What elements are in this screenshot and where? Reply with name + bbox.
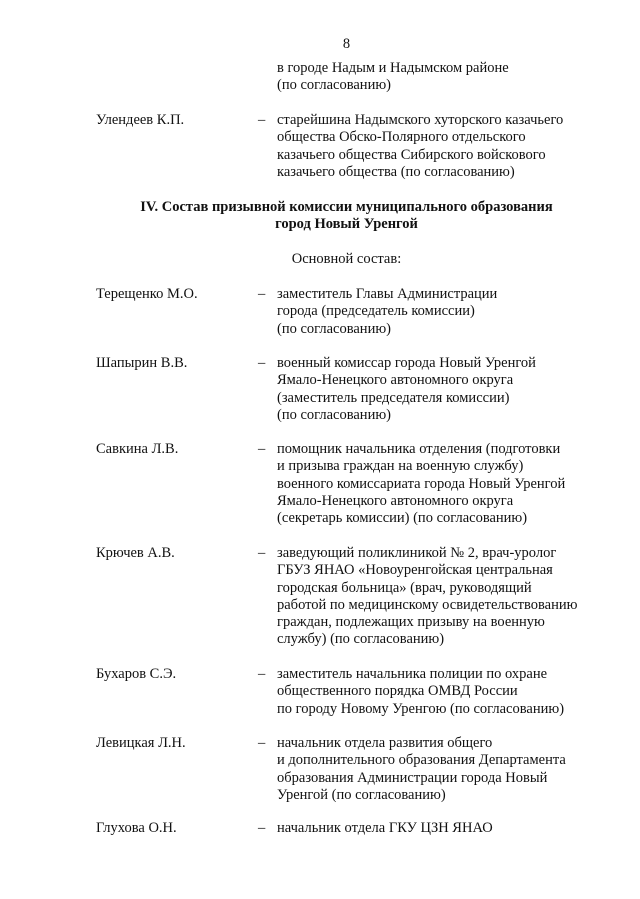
description-line: (по согласованию) <box>277 320 391 337</box>
continuation-line: (по согласованию) <box>277 77 391 94</box>
member-description <box>277 820 607 837</box>
member-description <box>277 666 607 718</box>
section-title-line: город Новый Уренгой <box>275 216 418 233</box>
description-line: Ямало-Ненецкого автономного округа <box>277 372 514 389</box>
description-line: общества Обско-Полярного отдельского <box>277 129 526 146</box>
description-line: заместитель начальника полиции по охране <box>277 666 548 682</box>
description-line: начальник отдела ГКУ ЦЗН ЯНАО <box>277 820 493 836</box>
description-line: начальник отдела развития общего <box>277 735 493 751</box>
continuation-line: в городе Надым и Надымском районе <box>277 60 509 76</box>
description-line: Уренгой (по согласованию) <box>277 786 446 803</box>
page-number: 8 <box>342 36 351 52</box>
description-line: военного комиссариата города Новый Уренгой <box>277 475 566 492</box>
dash-separator: – <box>258 545 266 561</box>
member-description <box>277 735 607 804</box>
member-name: Левицкая Л.Н. <box>96 735 186 751</box>
description-line: службу) (по согласованию) <box>277 631 445 648</box>
member-description <box>277 112 607 181</box>
description-line: казачьего общества (по согласованию) <box>277 163 515 180</box>
member-name: Терещенко М.О. <box>96 286 198 302</box>
description-line: (заместитель председателя комиссии) <box>277 389 510 406</box>
dash-separator: – <box>258 441 266 457</box>
description-line: по городу Новому Уренгою (по согласованию) <box>277 700 565 717</box>
description-line: военный комиссар города Новый Уренгой <box>277 355 536 371</box>
description-line: и призыва граждан на военную службу) <box>277 458 524 475</box>
description-line: помощник начальника отделения (подготовки <box>277 441 561 457</box>
description-line: (секретарь комиссии) (по согласованию) <box>277 510 528 527</box>
description-line: города (председатель комиссии) <box>277 303 475 320</box>
member-description <box>277 545 607 649</box>
description-line: заведующий поликлиникой № 2, врач-уролог <box>277 545 557 561</box>
member-name: Савкина Л.В. <box>96 441 179 457</box>
member-name: Улендеев К.П. <box>96 112 185 128</box>
dash-separator: – <box>258 112 266 128</box>
description-line: заместитель Главы Администрации <box>277 286 498 302</box>
description-line: образования Администрации города Новый <box>277 769 548 786</box>
description-line: граждан, подлежащих призыву на военную <box>277 614 545 631</box>
description-line: (по согласованию) <box>277 406 391 423</box>
description-line: казачьего общества Сибирского войскового <box>277 146 546 163</box>
member-name: Крючев А.В. <box>96 545 175 561</box>
member-name: Бухаров С.Э. <box>96 666 177 682</box>
description-line: Ямало-Ненецкого автономного округа <box>277 492 514 509</box>
dash-separator: – <box>258 355 266 371</box>
member-description <box>277 355 607 424</box>
description-line: работой по медицинскому освидетельствованию <box>277 596 578 613</box>
member-name: Шапырин В.В. <box>96 355 188 371</box>
member-description <box>277 441 607 527</box>
dash-separator: – <box>258 286 266 302</box>
description-line: городская больница» (врач, руководящий <box>277 579 532 596</box>
continuation-text <box>277 60 607 95</box>
dash-separator: – <box>258 820 266 836</box>
description-line: и дополнительного образования Департамента <box>277 752 566 769</box>
description-line: ГБУЗ ЯНАО «Новоуренгойская центральная <box>277 562 553 579</box>
description-line: старейшина Надымского хуторского казачьего <box>277 112 564 128</box>
dash-separator: – <box>258 735 266 751</box>
section-subheading: Основной состав: <box>291 251 402 267</box>
section-title <box>0 199 640 234</box>
member-description <box>277 286 607 338</box>
member-name: Глухова О.Н. <box>96 820 177 836</box>
section-title-line: IV. Состав призывной комиссии муниципального образования <box>140 199 553 215</box>
dash-separator: – <box>258 666 266 682</box>
description-line: общественного порядка ОМВД России <box>277 683 518 700</box>
